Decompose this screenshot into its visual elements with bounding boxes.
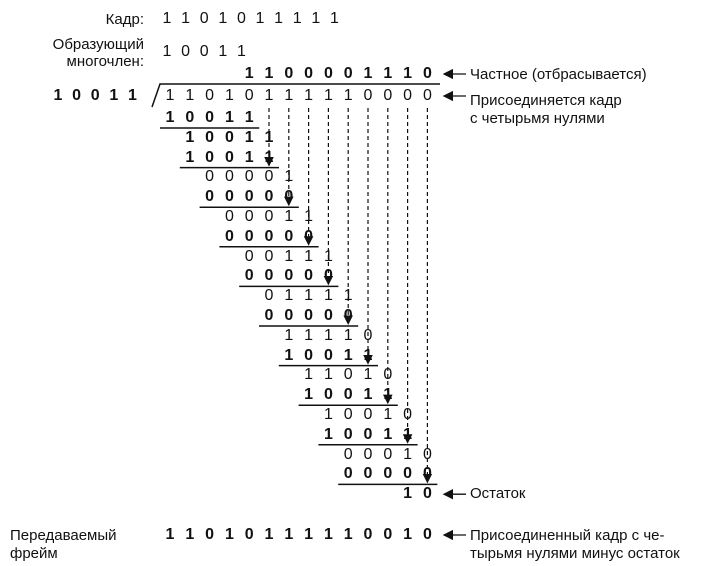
bit: 0 — [244, 227, 254, 245]
bit: 0 — [363, 425, 373, 443]
bit: 0 — [199, 10, 209, 27]
bit: 1 — [264, 148, 274, 166]
bit: 0 — [343, 445, 353, 463]
bit: 0 — [363, 465, 373, 483]
generator-label-line2: многочлен: — [66, 53, 144, 70]
bit: 0 — [205, 128, 215, 146]
bit: 1 — [323, 425, 333, 443]
bit: 0 — [264, 267, 274, 285]
bit: 1 — [264, 65, 274, 82]
bit: 0 — [264, 287, 274, 305]
bit: 0 — [304, 65, 314, 82]
bit: 1 — [284, 168, 294, 186]
bit: 0 — [363, 326, 373, 344]
bit: 1 — [323, 247, 333, 265]
bit: 0 — [363, 87, 373, 104]
bit: 1 — [224, 109, 234, 126]
bit: 0 — [403, 87, 413, 104]
bit: 0 — [224, 148, 234, 166]
bit: 1 — [165, 87, 175, 104]
quotient-note: Частное (отбрасывается) — [470, 66, 647, 83]
bit: 0 — [264, 307, 274, 324]
bit: 1 — [363, 386, 373, 404]
bit: 1 — [185, 87, 195, 104]
bit: 1 — [323, 406, 333, 423]
appended-note-line2: с четырьмя нулями — [470, 110, 605, 127]
bit: 0 — [264, 227, 274, 245]
bit: 0 — [343, 65, 353, 82]
bit: 1 — [304, 247, 314, 265]
bit: 0 — [422, 445, 432, 463]
bit: 0 — [363, 445, 373, 463]
bit: 1 — [264, 526, 274, 543]
bit: 0 — [284, 307, 294, 324]
bit: 1 — [383, 406, 393, 423]
bit: 0 — [244, 188, 254, 206]
bit: 1 — [403, 65, 413, 82]
bit: 0 — [304, 267, 314, 285]
bit: 1 — [181, 10, 191, 27]
bit: 0 — [363, 406, 373, 423]
bit: 1 — [218, 43, 228, 60]
generator-label-line1: Образующий — [52, 36, 144, 53]
bit: 1 — [304, 87, 314, 104]
bit: 0 — [244, 247, 254, 265]
bit: 1 — [185, 526, 195, 543]
bit: 1 — [284, 326, 294, 344]
bit: 1 — [284, 526, 294, 543]
bit: 1 — [383, 425, 393, 443]
bit: 0 — [383, 465, 393, 483]
bit: 1 — [244, 65, 254, 82]
bit: 1 — [264, 87, 274, 104]
bit: 0 — [185, 109, 195, 126]
result-note-line2: тырьмя нулями минус остаток — [470, 545, 680, 562]
bit: 1 — [323, 366, 333, 384]
bit: 0 — [224, 208, 234, 225]
bit: 0 — [343, 386, 353, 404]
bit: 1 — [363, 65, 373, 82]
bit: 1 — [284, 346, 294, 364]
bit: 0 — [205, 168, 215, 186]
bit: 0 — [284, 267, 294, 285]
bit: 1 — [343, 346, 353, 364]
bit: 1 — [323, 526, 333, 543]
transmitted-label-line1: Передаваемый — [10, 527, 117, 544]
bit: 1 — [383, 386, 393, 404]
bit: 1 — [304, 326, 314, 344]
bit: 0 — [323, 65, 333, 82]
bit: 0 — [244, 267, 254, 285]
bit: 1 — [311, 10, 321, 27]
bit: 1 — [185, 148, 195, 166]
bit: 1 — [185, 128, 195, 146]
bit: 0 — [244, 526, 254, 543]
bit: 0 — [422, 65, 432, 82]
bit: 1 — [403, 526, 413, 543]
bit: 0 — [264, 168, 274, 186]
bit: 0 — [224, 227, 234, 245]
bit: 1 — [244, 128, 254, 146]
bit: 1 — [165, 109, 175, 126]
bit: 0 — [224, 128, 234, 146]
bit: 0 — [363, 526, 373, 543]
bit: 0 — [284, 65, 294, 82]
bit: 1 — [218, 10, 228, 27]
bit: 1 — [304, 208, 314, 225]
bit: 0 — [90, 87, 100, 104]
bit: 0 — [343, 366, 353, 384]
bit: 1 — [162, 10, 172, 27]
bit: 1 — [284, 287, 294, 305]
bit: 1 — [236, 43, 246, 60]
bit: 1 — [127, 87, 137, 104]
bit: 0 — [181, 43, 191, 60]
bit: 0 — [205, 148, 215, 166]
bit: 1 — [292, 10, 302, 27]
bit: 1 — [274, 10, 284, 27]
frame-label: Кадр: — [105, 11, 144, 28]
bit: 1 — [323, 326, 333, 344]
bit: 1 — [284, 208, 294, 225]
bit: 1 — [284, 87, 294, 104]
bit: 0 — [72, 87, 82, 104]
bit: 0 — [304, 346, 314, 364]
bit: 1 — [343, 287, 353, 305]
bit: 0 — [205, 188, 215, 206]
bit: 0 — [199, 43, 209, 60]
bit: 0 — [264, 208, 274, 225]
bit: 0 — [323, 307, 333, 324]
bit: 1 — [363, 366, 373, 384]
bit: 1 — [264, 128, 274, 146]
bit: 0 — [224, 168, 234, 186]
bit: 1 — [343, 87, 353, 104]
bit: 0 — [304, 307, 314, 324]
bit: 1 — [162, 43, 172, 60]
bit: 0 — [323, 346, 333, 364]
bit: 0 — [403, 406, 413, 423]
bit: 0 — [422, 485, 432, 503]
bit: 1 — [304, 386, 314, 404]
bit: 0 — [224, 188, 234, 206]
bit: 0 — [244, 208, 254, 225]
bit: 1 — [304, 287, 314, 305]
bit: 1 — [323, 287, 333, 305]
bit: 0 — [343, 406, 353, 423]
bit: 0 — [205, 109, 215, 126]
bit: 0 — [343, 425, 353, 443]
bit: 0 — [343, 307, 353, 324]
bit: 1 — [403, 445, 413, 463]
bit: 1 — [53, 87, 63, 104]
bit: 1 — [304, 366, 314, 384]
bit: 0 — [422, 465, 432, 483]
bit: 1 — [343, 526, 353, 543]
bit: 1 — [224, 526, 234, 543]
bit: 1 — [255, 10, 265, 27]
bit: 1 — [304, 526, 314, 543]
appended-note-line1: Присоединяется кадр — [470, 92, 622, 109]
bit: 1 — [224, 87, 234, 104]
bit: 0 — [205, 526, 215, 543]
bit: 0 — [343, 465, 353, 483]
bit: 0 — [383, 445, 393, 463]
bit: 0 — [403, 465, 413, 483]
remainder-note: Остаток — [470, 485, 526, 503]
bit: 1 — [383, 65, 393, 82]
bit: 0 — [383, 366, 393, 384]
bit: 0 — [383, 87, 393, 104]
bit: 1 — [403, 485, 413, 503]
bit: 0 — [205, 87, 215, 104]
transmitted-label-line2: фрейм — [10, 545, 58, 562]
bit: 1 — [244, 109, 254, 126]
bit: 0 — [422, 526, 432, 543]
bit: 1 — [343, 326, 353, 344]
bit: 0 — [304, 227, 314, 245]
bit: 0 — [264, 188, 274, 206]
bit: 0 — [244, 87, 254, 104]
bit: 1 — [284, 247, 294, 265]
bit: 1 — [363, 346, 373, 364]
bit: 0 — [323, 386, 333, 404]
bit: 0 — [236, 10, 246, 27]
bit: 0 — [284, 227, 294, 245]
bit: 1 — [244, 148, 254, 166]
result-note-line1: Присоединенный кадр с че- — [470, 527, 665, 544]
bit: 0 — [323, 267, 333, 285]
bit: 1 — [323, 87, 333, 104]
bit: 0 — [264, 247, 274, 265]
bit: 0 — [383, 526, 393, 543]
bit: 1 — [403, 425, 413, 443]
bit: 1 — [109, 87, 119, 104]
bit: 0 — [244, 168, 254, 186]
bit: 0 — [284, 188, 294, 206]
bit: 1 — [329, 10, 339, 27]
bit: 1 — [165, 526, 175, 543]
bit: 0 — [422, 87, 432, 104]
